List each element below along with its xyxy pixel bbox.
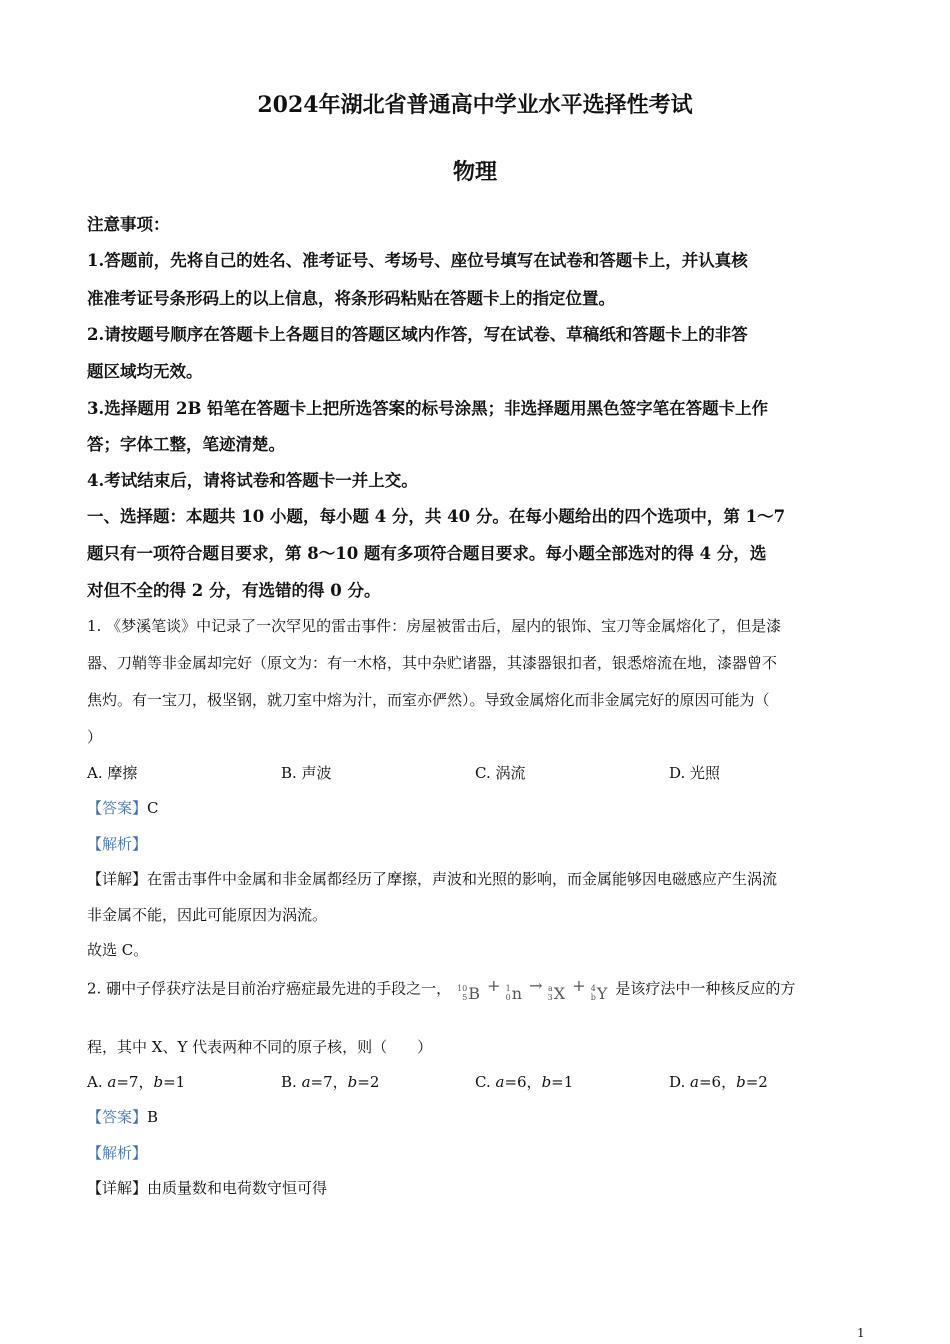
notice-line: 2.请按题号顺序在答题卡上各题目的答题区域内作答，写在试卷、草稿纸和答题卡上的非答 [87,325,748,344]
q1-answer [87,797,867,818]
q2-option-c: C. a=6，b=1 [475,1073,574,1091]
q1-detail-line: 【详解】在雷击事件中金属和非金属都经历了摩擦，声波和光照的影响，而金属能够因电磁感应产生涡流 [87,870,778,888]
q2-stem-line [87,976,867,1003]
notice-line: 答；字体工整，笔迹清楚。 [87,435,285,454]
q1-option-a: A. 摩擦 [87,764,138,782]
q2-option-b: B. a=7，b=2 [281,1073,380,1091]
q2-intro: 2. 硼中子俘获疗法是目前治疗癌症最先进的手段之一， [87,979,452,998]
q1-option-d: D. 光照 [669,764,721,782]
q1-analysis-tag: 【解析】 [87,835,148,853]
answer-value: C [147,799,159,817]
nuclide-y: 4 b Y [590,983,608,1003]
notice-heading: 注意事项： [87,215,170,234]
answer-value: B [147,1108,159,1126]
notice-line: 4.考试结束后，请将试卷和答题卡一并上交。 [87,471,418,490]
q2-analysis-tag: 【解析】 [87,1144,148,1162]
notice-line: 3.选择题用 2B 铅笔在答题卡上把所选答案的标号涂黑；非选择题用黑色签字笔在答题卡上作 [87,399,769,418]
q1-stem-line: 1. 《梦溪笔谈》中记录了一次罕见的雷击事件：房屋被雷击后，屋内的银饰、宝刀等金属熔化了，但是漆 [87,617,782,635]
exam-title: 2024年湖北省普通高中学业水平选择性考试 [257,92,693,118]
q2-stem-line: 程，其中 X、Y 代表两种不同的原子核，则（ ） [87,1038,433,1056]
q1-stem-line: 焦灼。有一宝刀，极坚钢，就刀室中熔为汁，而室亦俨然）。导致金属熔化而非金属完好的原因可能为（ [87,691,770,709]
q2-option-a: A. a=7，b=1 [87,1073,186,1091]
section-line: 对但不全的得 2 分，有选错的得 0 分。 [87,581,381,600]
q1-option-c: C. 涡流 [475,764,526,782]
section-line: 题只有一项符合题目要求，第 8～10 题有多项符合题目要求。每小题全部选对的得 4 分，选 [87,544,767,563]
page-number: 1 [857,1326,865,1340]
q2-answer [87,1106,867,1127]
section-line: 一、选择题：本题共 10 小题，每小题 4 分，共 40 分。在每小题给出的四个选项中，第 1～7 [87,507,786,526]
q1-stem-line: ） [87,728,103,746]
nuclide-x: a 3 X [547,983,566,1003]
q1-conclusion: 故选 C。 [87,941,149,959]
subject-title: 物理 [452,159,497,185]
nuclide-boron: 10 5 B [457,983,481,1003]
nuclear-equation: 10 5 B + 1 0 n → a 3 X + 4 b Y [457,976,608,1003]
notice-line: 准准考证号条形码上的以上信息，将条形码粘贴在答题卡上的指定位置。 [87,289,615,308]
q1-detail-line: 非金属不能，因此可能原因为涡流。 [87,906,328,924]
notice-line: 题区域均无效。 [87,362,203,381]
answer-tag: 【答案】 [87,799,148,817]
notice-line: 1.答题前，先将自己的姓名、准考证号、考场号、座位号填写在试卷和答题卡上，并认真核 [87,251,748,270]
nuclide-neutron: 1 0 n [505,983,523,1003]
q2-detail: 【详解】由质量数和电荷数守恒可得 [87,1179,328,1197]
answer-tag: 【答案】 [87,1108,148,1126]
q1-stem-line: 器、刀鞘等非金属却完好（原文为：有一木格，其中杂贮诸器，其漆器银扣者，银悉熔流在地，漆器曾不 [87,654,778,672]
q2-intro-end: 是该疗法中一种核反应的方 [615,979,796,998]
q1-option-b: B. 声波 [281,764,332,782]
q2-option-d: D. a=6，b=2 [669,1073,768,1091]
